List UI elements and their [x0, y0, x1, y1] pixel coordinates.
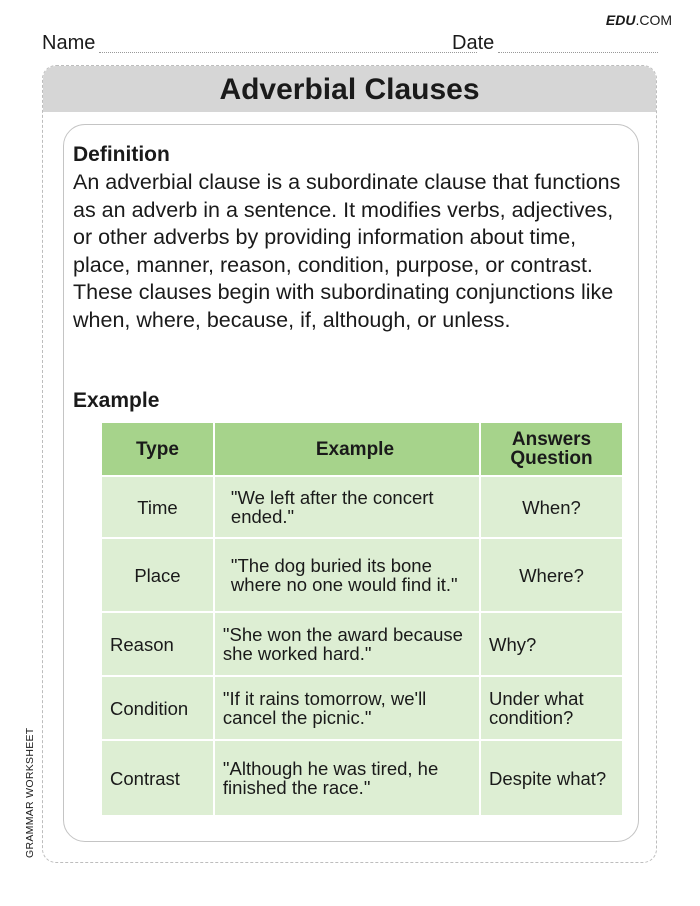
definition-text: An adverbial clause is a subordinate clause that functions as an adverb in a sentence. It modifies verbs, adjectives, or other adverbs by providing information about time, place, manner, reason, condition, purpose, or contrast. These clauses begin with subordinating conjunctions like when, where, because, if, although, or unless. [73, 170, 621, 332]
date-label: Date [452, 32, 495, 54]
name-field-line[interactable] [99, 52, 477, 53]
worksheet-frame [42, 65, 657, 863]
question-cell: Under what condition? [480, 676, 623, 740]
date-field-line[interactable] [498, 52, 658, 53]
definition-heading: Definition [73, 143, 170, 166]
column-header-example: Example [214, 422, 480, 476]
table-row [101, 612, 623, 676]
name-date-row [42, 32, 657, 56]
question-cell: Why? [480, 612, 623, 676]
example-cell: "We left after the concert ended." [214, 476, 480, 538]
question-cell: When? [480, 476, 623, 538]
examples-table [100, 421, 624, 817]
name-label: Name [42, 32, 96, 54]
type-cell: Condition [101, 676, 214, 740]
type-cell: Time [101, 476, 214, 538]
column-header-type: Type [101, 422, 214, 476]
column-header-answers: Answers Question [480, 422, 623, 476]
brand-com: .COM [635, 12, 672, 28]
table-header-row [101, 422, 623, 476]
type-cell: Contrast [101, 740, 214, 816]
brand-edu: EDU [605, 12, 636, 28]
content-panel [63, 124, 639, 842]
example-cell: "Although he was tired, he finished the race." [214, 740, 480, 816]
table-row [101, 740, 623, 816]
example-cell: "If it rains tomorrow, we'll cancel the picnic." [214, 676, 480, 740]
table-row [101, 538, 623, 612]
question-cell: Despite what? [480, 740, 623, 816]
grammar-worksheet-label: GRAMMAR WORKSHEET [24, 727, 36, 858]
table-row [101, 676, 623, 740]
type-cell: Reason [101, 612, 214, 676]
brand-logo [606, 12, 672, 28]
example-cell: "The dog buried its bone where no one would find it." [214, 538, 480, 612]
worksheet-title: Adverbial Clauses [43, 66, 656, 112]
type-cell: Place [101, 538, 214, 612]
example-cell: "She won the award because she worked hard." [214, 612, 480, 676]
table-row [101, 476, 623, 538]
example-heading: Example [73, 389, 160, 412]
question-cell: Where? [480, 538, 623, 612]
